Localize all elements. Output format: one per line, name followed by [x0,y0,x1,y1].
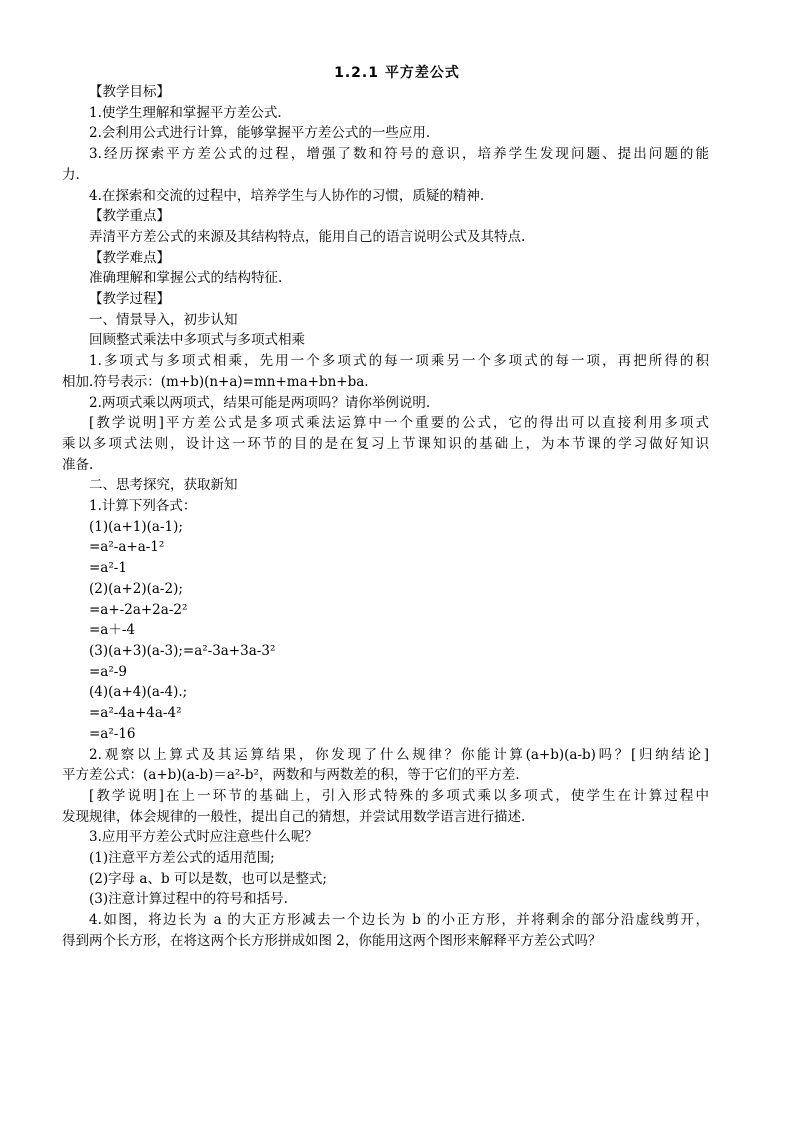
exercise-line: =a+-2a+2a-2² [89,601,188,618]
exercise-line: =a²-1 [89,560,127,577]
part-2-heading: 二、思考探究，获取新知 [89,477,238,494]
teaching-note-2-cont: 发现规律，体会规律的一般性，提出自己的猜想，并尝试用数学语言进行描述. [62,808,526,825]
formula-conclusion: 平方差公式：(a+b)(a-b)＝a²-b²，两数和与两数差的积，等于它们的平方差. [62,767,520,784]
exercise-line: =a²-a+a-1² [89,539,165,556]
review-item-1: 1.多项式与多项式相乘，先用一个多项式的每一项乘另一个多项式的每一项，再把所得的积 [89,353,709,370]
objective-3-cont: 力. [62,166,80,183]
section-heading-difficulties: 【教学难点】 [89,249,170,266]
exercise-line: =a²-9 [89,663,127,680]
objective-4: 4.在探索和交流的过程中，培养学生与人协作的习惯，质疑的精神. [89,187,485,204]
difficulties-text: 准确理解和掌握公式的结构特征. [89,270,283,287]
page-title: 1.2.1 平方差公式 [334,65,460,81]
objective-2: 2.会利用公式进行计算，能够掌握平方差公式的一些应用. [89,125,431,142]
objective-3: 3.经历探索平方差公式的过程，增强了数和符号的意识，培养学生发现问题、提出问题的能 [89,146,709,163]
exercise-line: (4)(a+4)(a-4).; [89,684,188,701]
part-1-heading: 一、情景导入，初步认知 [89,311,238,328]
exercise-line: (3)(a+3)(a-3);=a²-3a+3a-3² [89,642,276,659]
section-heading-objectives: 【教学目标】 [89,84,170,100]
exercise-line: =a²-16 [89,725,136,742]
exercise-line: (2)(a+2)(a-2); [89,580,183,597]
key-points-text: 弄清平方差公式的来源及其结构特点，能用自己的语言说明公式及其特点. [89,228,526,245]
exercise-line: =a＋-4 [89,622,136,639]
objective-1: 1.使学生理解和掌握平方差公式. [89,104,282,121]
review-item-2: 2.两项式乘以两项式，结果可能是两项吗？请你举例说明. [89,394,431,411]
attention-item-1: (1)注意平方差公式的适用范围; [89,850,275,867]
teaching-note-2: [教学说明]在上一环节的基础上，引入形式特殊的多项式乘以多项式，使学生在计算过程中 [89,787,709,804]
document-body [62,82,709,952]
exercise-line: =a²-4a+4a-4² [89,705,182,722]
teaching-note-1-end: 准备. [62,456,94,473]
observation-question: 2.观察以上算式及其运算结果，你发现了什么规律？你能计算(a+b)(a-b)吗？[归纳结论] [89,746,709,763]
exercise-intro: 1.计算下列各式： [89,498,197,515]
attention-question: 3.应用平方差公式时应注意些什么呢？ [89,829,318,846]
review-item-1-cont: 相加.符号表示：(m+b)(n+a)=mn+ma+bn+ba. [62,373,369,390]
figure-question: 4.如图，将边长为 a 的大正方形减去一个边长为 b 的小正方形，并将剩余的部分沿虚线剪开， [89,912,709,929]
teaching-note-1-cont: 乘以多项式法则，设计这一环节的目的是在复习上节课知识的基础上，为本节课的学习做好知识 [62,435,709,452]
attention-item-3: (3)注意计算过程中的符号和括号. [89,891,288,908]
section-heading-key-points: 【教学重点】 [89,208,170,225]
exercise-line: (1)(a+1)(a-1); [89,518,183,535]
section-heading-process: 【教学过程】 [89,291,170,308]
attention-item-2: (2)字母 a、b 可以是数，也可以是整式; [89,870,327,887]
review-line: 回顾整式乘法中多项式与多项式相乘 [89,332,305,349]
figure-question-cont: 得到两个长方形，在将这两个长方形拼成如图 2，你能用这两个图形来解释平方差公式吗？ [62,932,602,949]
teaching-note-1: [教学说明]平方差公式是多项式乘法运算中一个重要的公式，它的得出可以直接利用多项式 [89,415,709,432]
